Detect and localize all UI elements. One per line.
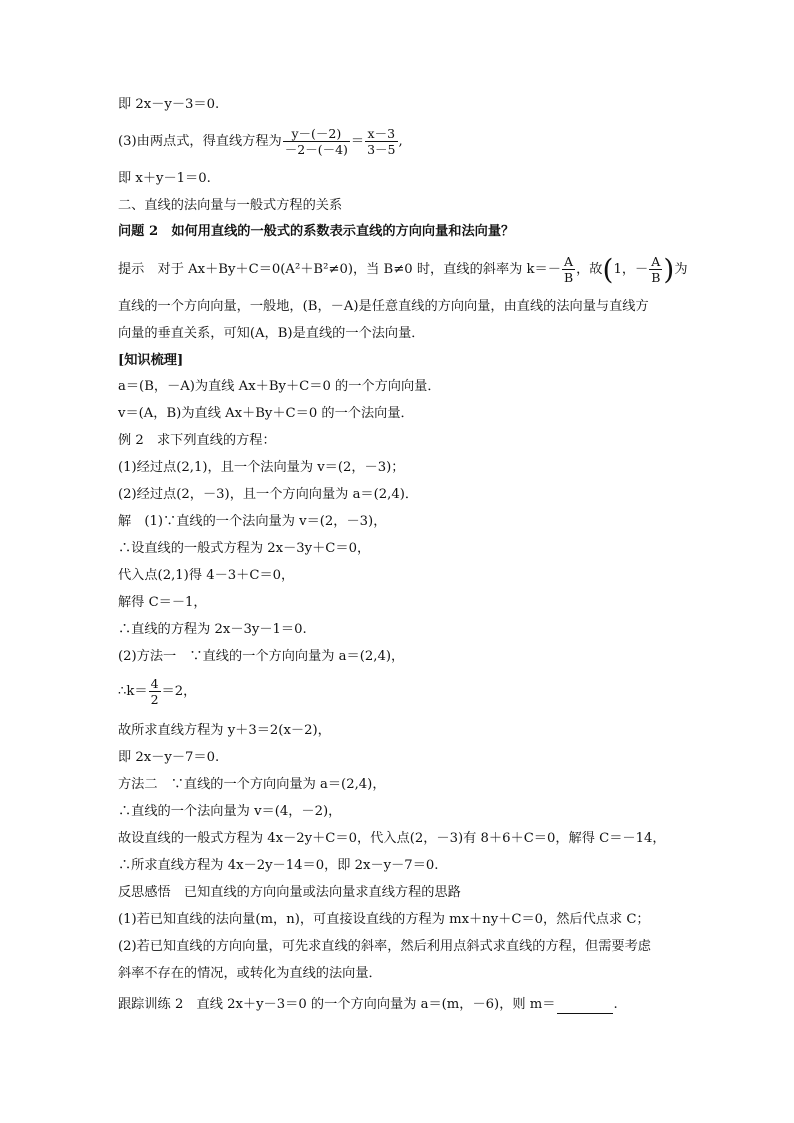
- text-line: 斜率不存在的情况，或转化为直线的法向量．: [118, 966, 382, 981]
- text-line: 故所求直线方程为 y＋3＝2(x－2)，: [118, 723, 331, 738]
- numerator: x－3: [365, 126, 397, 142]
- practice-line: [118, 996, 618, 1014]
- fraction: [283, 126, 350, 157]
- knowledge-heading: [知识梳理]: [118, 353, 184, 368]
- text-line: ∴直线的方程为 2x－3y－1＝0.: [118, 622, 307, 637]
- text-span: 为: [674, 262, 688, 277]
- text-line: (2)经过点(2，－3)，且一个方向向量为 a＝(2,4)．: [118, 487, 419, 502]
- text-span: 1，－: [613, 262, 649, 277]
- text-line: 直线的一个方向向量，一般地，(B，－A)是任意直线的方向向量，由直线的法向量与直线方: [118, 299, 649, 314]
- text-line: ∴所求直线方程为 4x－2y－14＝0，即 2x－y－7＝0.: [118, 858, 439, 873]
- text-span: ,: [398, 134, 403, 149]
- numerator: 4: [150, 676, 159, 691]
- text-line: 即 x＋y－1＝0.: [118, 171, 211, 186]
- text-line: 解得 C＝－1，: [118, 595, 207, 610]
- section-heading: 二、直线的法向量与一般式方程的关系: [118, 198, 343, 213]
- numerator: y－(－2): [283, 126, 350, 142]
- denominator: －2－(－4): [284, 142, 348, 157]
- hint-line: [118, 254, 688, 285]
- numerator: A: [649, 254, 662, 270]
- denominator: B: [651, 270, 661, 285]
- text-line: 故设直线的一般式方程为 4x－2y＋C＝0，代入点(2，－3)有 8＋6＋C＝0，解得 C＝－14，: [118, 831, 666, 846]
- text-line: 解 (1)∵直线的一个法向量为 v＝(2，－3)，: [118, 514, 387, 529]
- text-line: 向量的垂直关系，可知(A，B)是直线的一个法向量．: [118, 326, 425, 341]
- slope-line: [118, 676, 196, 707]
- fraction: [562, 254, 575, 285]
- text-span: 跟踪训练 2 直线 2x＋y－3＝0 的一个方向向量为 a＝(m，－6)，则 m＝: [118, 997, 556, 1012]
- numerator: A: [562, 254, 575, 270]
- text-line: ∴设直线的一般式方程为 2x－3y＋C＝0，: [118, 541, 371, 556]
- denominator: 2: [150, 692, 159, 707]
- text-line: 代入点(2,1)得 4－3＋C＝0，: [118, 568, 295, 583]
- answer-blank[interactable]: [557, 999, 613, 1014]
- fraction: [649, 254, 662, 285]
- example-heading: 例 2 求下列直线的方程：: [118, 433, 276, 448]
- text-line: v＝(A，B)为直线 Ax＋By＋C＝0 的一个法向量．: [118, 406, 414, 421]
- fraction: [365, 126, 397, 157]
- denominator: B: [563, 270, 574, 285]
- text-line: 即 2x－y－3＝0.: [118, 97, 220, 112]
- text-span: 提示 对于 Ax＋By＋C＝0(A²＋B²≠0)，当 B≠0 时，直线的斜率为 k＝－: [118, 262, 561, 277]
- text-span: ，故: [576, 262, 603, 277]
- text-line: (1)若已知直线的法向量(m，n)，可直接设直线的方程为 mx＋ny＋C＝0，然后代点求 C；: [118, 912, 650, 927]
- question-heading: 问题 2 如何用直线的一般式的系数表示直线的方向向量和法向量？: [118, 224, 515, 239]
- left-paren: (: [602, 252, 614, 286]
- text-span: (3)由两点式，得直线方程为: [118, 134, 282, 149]
- text-line: ∴直线的一个法向量为 v＝(4，－2)，: [118, 804, 342, 819]
- right-paren: ): [663, 252, 675, 286]
- text-line: (1)经过点(2,1)，且一个法向量为 v＝(2，－3)；: [118, 460, 405, 475]
- reflection-heading: 反思感悟 已知直线的方向向量或法向量求直线方程的思路: [118, 885, 461, 900]
- fraction: [149, 676, 161, 707]
- text-line: 方法二 ∵直线的一个方向向量为 a＝(2,4)，: [118, 777, 386, 792]
- text-span: .: [613, 997, 618, 1012]
- two-point-equation-line: [118, 126, 403, 157]
- denominator: 3－5: [367, 142, 396, 157]
- text-span: ∴k＝: [118, 684, 148, 699]
- equals-sign: ＝: [350, 134, 365, 149]
- text-line: 即 2x－y－7＝0.: [118, 750, 220, 765]
- text-line: (2)方法一 ∵直线的一个方向向量为 a＝(2,4)，: [118, 649, 405, 664]
- text-line: (2)若已知直线的方向向量，可先求直线的斜率，然后利用点斜式求直线的方程，但需要考虑: [118, 939, 651, 954]
- text-span: ＝2，: [161, 684, 197, 699]
- text-line: a＝(B，－A)为直线 Ax＋By＋C＝0 的一个方向向量．: [118, 379, 441, 394]
